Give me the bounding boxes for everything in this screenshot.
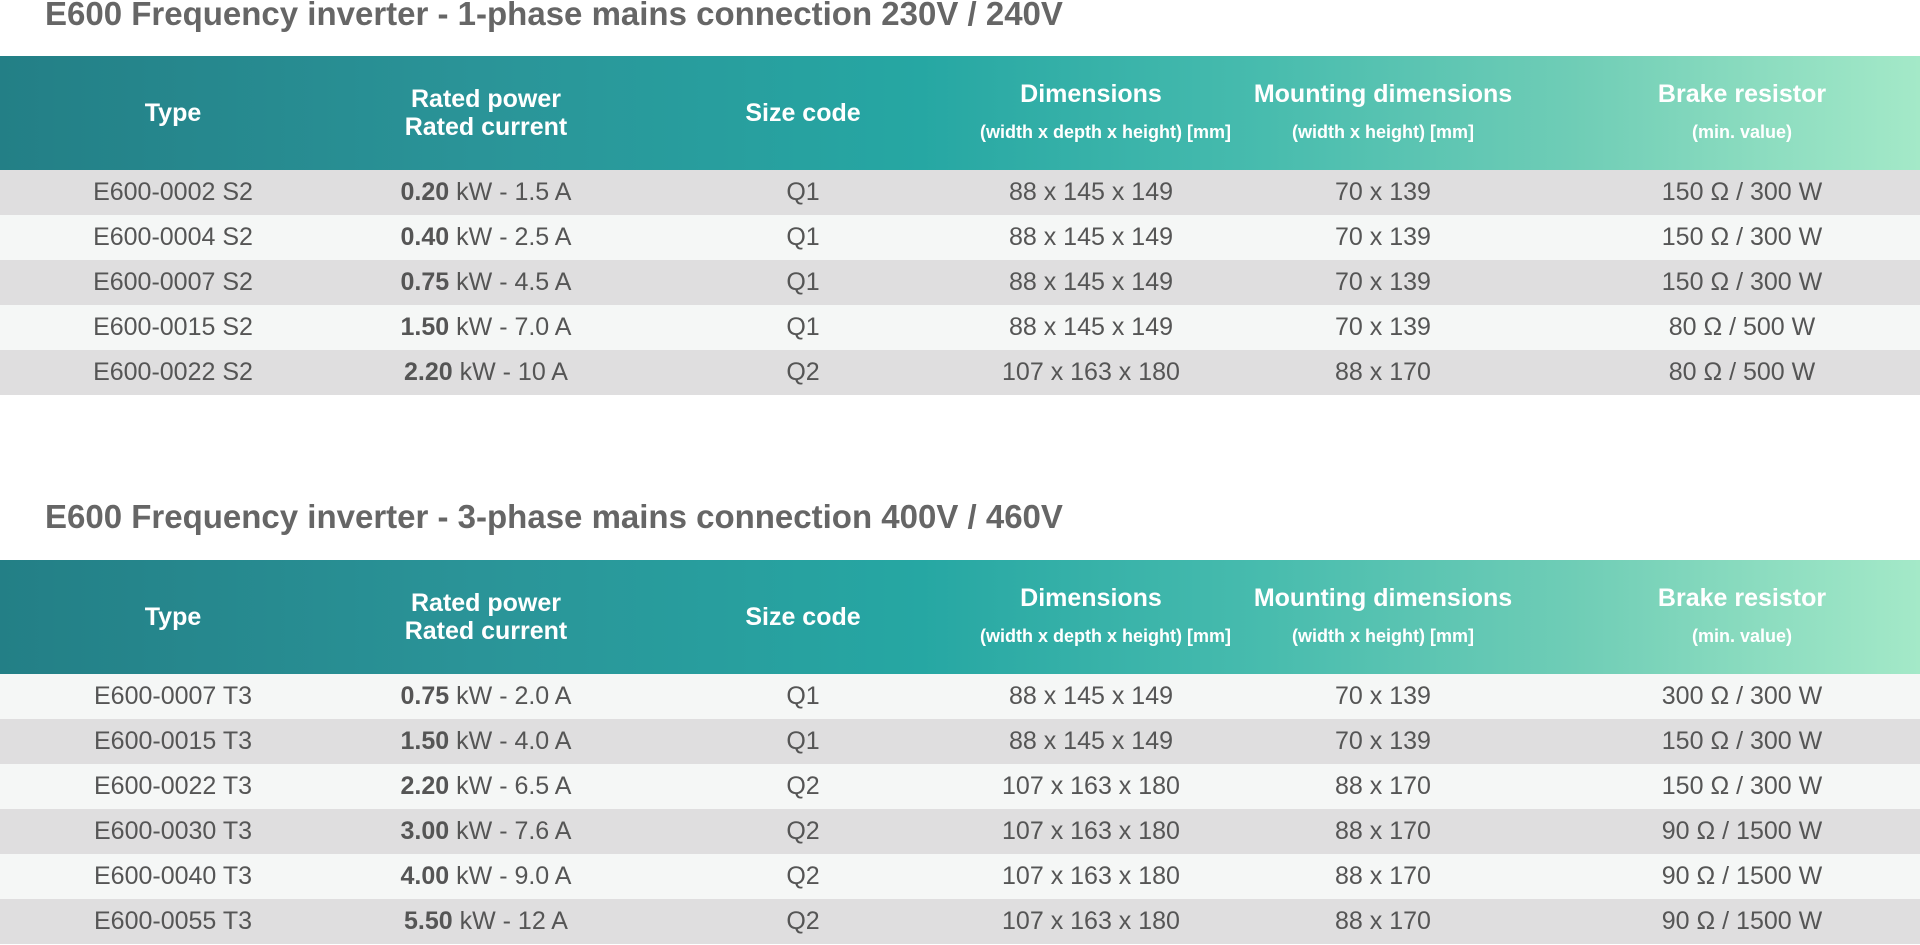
cell-brake: 150 Ω / 300 W <box>1661 727 1823 755</box>
cell-mounting: 70 x 139 <box>1335 268 1431 296</box>
table-row <box>0 854 1920 899</box>
header-brake-label: Brake resistor <box>1657 584 1827 612</box>
cell-size-code: Q2 <box>786 772 820 800</box>
table-row <box>0 170 1920 215</box>
cell-kw-value: 0.40 <box>400 223 450 251</box>
cell-mounting: 88 x 170 <box>1335 772 1431 800</box>
header-type: Type <box>144 603 202 631</box>
cell-dimensions: 107 x 163 x 180 <box>1002 772 1180 800</box>
cell-brake: 150 Ω / 300 W <box>1661 223 1823 251</box>
cell-rated-power <box>346 809 626 854</box>
table-row <box>0 260 1920 305</box>
cell-dimensions: 88 x 145 x 149 <box>1008 727 1173 755</box>
header-rated-current-line2: Rated current <box>404 113 568 141</box>
table-row <box>0 674 1920 719</box>
cell-type: E600-0040 T3 <box>94 862 252 890</box>
cell-kw-value: 1.50 <box>400 727 450 755</box>
spec-table-1phase <box>0 56 1920 395</box>
cell-brake: 150 Ω / 300 W <box>1661 268 1823 296</box>
table-row <box>0 899 1920 944</box>
cell-size-code: Q1 <box>786 268 820 296</box>
cell-type: E600-0055 T3 <box>94 907 252 935</box>
cell-type: E600-0007 T3 <box>94 682 252 710</box>
cell-brake: 90 Ω / 1500 W <box>1661 907 1823 935</box>
cell-type: E600-0004 S2 <box>93 223 253 251</box>
header-rated-power-line1: Rated power <box>410 589 562 617</box>
cell-current-value: kW - 6.5 A <box>449 772 572 800</box>
cell-kw-value: 2.20 <box>400 772 450 800</box>
cell-mounting: 88 x 170 <box>1335 358 1431 386</box>
table-row <box>0 719 1920 764</box>
cell-current-value: kW - 10 A <box>452 358 568 386</box>
header-mounting-label: Mounting dimensions <box>1253 80 1513 108</box>
cell-brake: 90 Ω / 1500 W <box>1661 817 1823 845</box>
cell-mounting: 88 x 170 <box>1335 817 1431 845</box>
cell-kw-value: 0.20 <box>400 178 450 206</box>
table-row <box>0 809 1920 854</box>
cell-rated-power <box>346 350 626 395</box>
cell-brake: 150 Ω / 300 W <box>1661 178 1823 206</box>
cell-mounting: 70 x 139 <box>1335 727 1431 755</box>
cell-type: E600-0015 S2 <box>93 313 253 341</box>
header-brake-sub: (min. value) <box>1691 626 1793 646</box>
section-title-3phase: E600 Frequency inverter - 3-phase mains connection 400V / 460V <box>45 498 1063 535</box>
cell-brake: 150 Ω / 300 W <box>1661 772 1823 800</box>
cell-current-value: kW - 7.6 A <box>449 817 572 845</box>
cell-brake: 90 Ω / 1500 W <box>1661 862 1823 890</box>
header-size-code: Size code <box>745 99 861 127</box>
header-mounting-dimensions <box>1202 560 1564 674</box>
cell-brake: 80 Ω / 500 W <box>1668 313 1816 341</box>
header-brake-resistor <box>1564 560 1920 674</box>
cell-rated-power <box>346 260 626 305</box>
table-row <box>0 215 1920 260</box>
cell-current-value: kW - 2.5 A <box>449 223 572 251</box>
cell-current-value: kW - 4.5 A <box>449 268 572 296</box>
cell-rated-power <box>346 719 626 764</box>
header-rated-power-line1: Rated power <box>410 85 562 113</box>
header-brake-resistor <box>1564 56 1920 170</box>
cell-current-value: kW - 1.5 A <box>449 178 572 206</box>
cell-mounting: 70 x 139 <box>1335 682 1431 710</box>
table-row <box>0 764 1920 809</box>
header-mounting-label: Mounting dimensions <box>1253 584 1513 612</box>
cell-rated-power <box>346 674 626 719</box>
cell-rated-power <box>346 305 626 350</box>
cell-rated-power <box>346 764 626 809</box>
header-mounting-dimensions <box>1202 56 1564 170</box>
cell-size-code: Q1 <box>786 727 820 755</box>
header-mounting-sub: (width x height) [mm] <box>1292 626 1474 646</box>
cell-dimensions: 88 x 145 x 149 <box>1008 682 1173 710</box>
section-title-1phase: E600 Frequency inverter - 1-phase mains connection 230V / 240V <box>45 0 1063 32</box>
cell-kw-value: 1.50 <box>400 313 450 341</box>
cell-mounting: 70 x 139 <box>1335 313 1431 341</box>
table-row <box>0 305 1920 350</box>
cell-kw-value: 0.75 <box>400 682 450 710</box>
table-row <box>0 350 1920 395</box>
cell-size-code: Q2 <box>786 358 820 386</box>
header-rated-power <box>346 560 626 674</box>
cell-size-code: Q1 <box>786 223 820 251</box>
cell-kw-value: 4.00 <box>400 862 450 890</box>
cell-type: E600-0022 S2 <box>93 358 253 386</box>
cell-dimensions: 107 x 163 x 180 <box>1002 862 1180 890</box>
table-header-row <box>0 560 1920 674</box>
header-dimensions <box>980 56 1231 170</box>
cell-brake: 300 Ω / 300 W <box>1661 682 1823 710</box>
cell-dimensions: 88 x 145 x 149 <box>1008 178 1173 206</box>
header-dimensions-sub: (width x depth x height) [mm] <box>980 626 1231 646</box>
cell-dimensions: 88 x 145 x 149 <box>1008 268 1173 296</box>
cell-mounting: 88 x 170 <box>1335 862 1431 890</box>
cell-dimensions: 88 x 145 x 149 <box>1008 223 1173 251</box>
spec-table-3phase <box>0 560 1920 944</box>
cell-kw-value: 2.20 <box>404 358 453 386</box>
cell-type: E600-0022 T3 <box>94 772 252 800</box>
cell-dimensions: 88 x 145 x 149 <box>1008 313 1173 341</box>
cell-type: E600-0030 T3 <box>94 817 252 845</box>
cell-type: E600-0002 S2 <box>93 178 253 206</box>
cell-kw-value: 3.00 <box>400 817 450 845</box>
cell-mounting: 70 x 139 <box>1335 178 1431 206</box>
cell-rated-power <box>346 215 626 260</box>
header-size-code: Size code <box>745 603 861 631</box>
header-dimensions-sub: (width x depth x height) [mm] <box>980 122 1231 142</box>
cell-size-code: Q2 <box>786 907 820 935</box>
cell-brake: 80 Ω / 500 W <box>1668 358 1816 386</box>
cell-mounting: 88 x 170 <box>1335 907 1431 935</box>
cell-dimensions: 107 x 163 x 180 <box>1002 358 1180 386</box>
cell-type: E600-0007 S2 <box>93 268 253 296</box>
cell-current-value: kW - 7.0 A <box>449 313 572 341</box>
cell-current-value: kW - 12 A <box>452 907 568 935</box>
cell-rated-power <box>346 854 626 899</box>
cell-mounting: 70 x 139 <box>1335 223 1431 251</box>
cell-size-code: Q1 <box>786 313 820 341</box>
cell-size-code: Q2 <box>786 817 820 845</box>
cell-current-value: kW - 2.0 A <box>449 682 572 710</box>
cell-rated-power <box>346 899 626 944</box>
table-header-row <box>0 56 1920 170</box>
header-rated-current-line2: Rated current <box>404 617 568 645</box>
header-rated-power <box>346 56 626 170</box>
header-dimensions <box>980 560 1231 674</box>
header-brake-label: Brake resistor <box>1657 80 1827 108</box>
cell-size-code: Q2 <box>786 862 820 890</box>
header-dimensions-label: Dimensions <box>1020 584 1162 612</box>
cell-size-code: Q1 <box>786 682 820 710</box>
header-brake-sub: (min. value) <box>1691 122 1793 142</box>
cell-rated-power <box>346 170 626 215</box>
cell-type: E600-0015 T3 <box>94 727 252 755</box>
cell-current-value: kW - 9.0 A <box>449 862 572 890</box>
cell-current-value: kW - 4.0 A <box>449 727 572 755</box>
cell-dimensions: 107 x 163 x 180 <box>1002 907 1180 935</box>
cell-kw-value: 5.50 <box>404 907 453 935</box>
cell-size-code: Q1 <box>786 178 820 206</box>
header-type: Type <box>144 99 202 127</box>
header-mounting-sub: (width x height) [mm] <box>1292 122 1474 142</box>
header-dimensions-label: Dimensions <box>1020 80 1162 108</box>
cell-kw-value: 0.75 <box>400 268 450 296</box>
cell-dimensions: 107 x 163 x 180 <box>1002 817 1180 845</box>
